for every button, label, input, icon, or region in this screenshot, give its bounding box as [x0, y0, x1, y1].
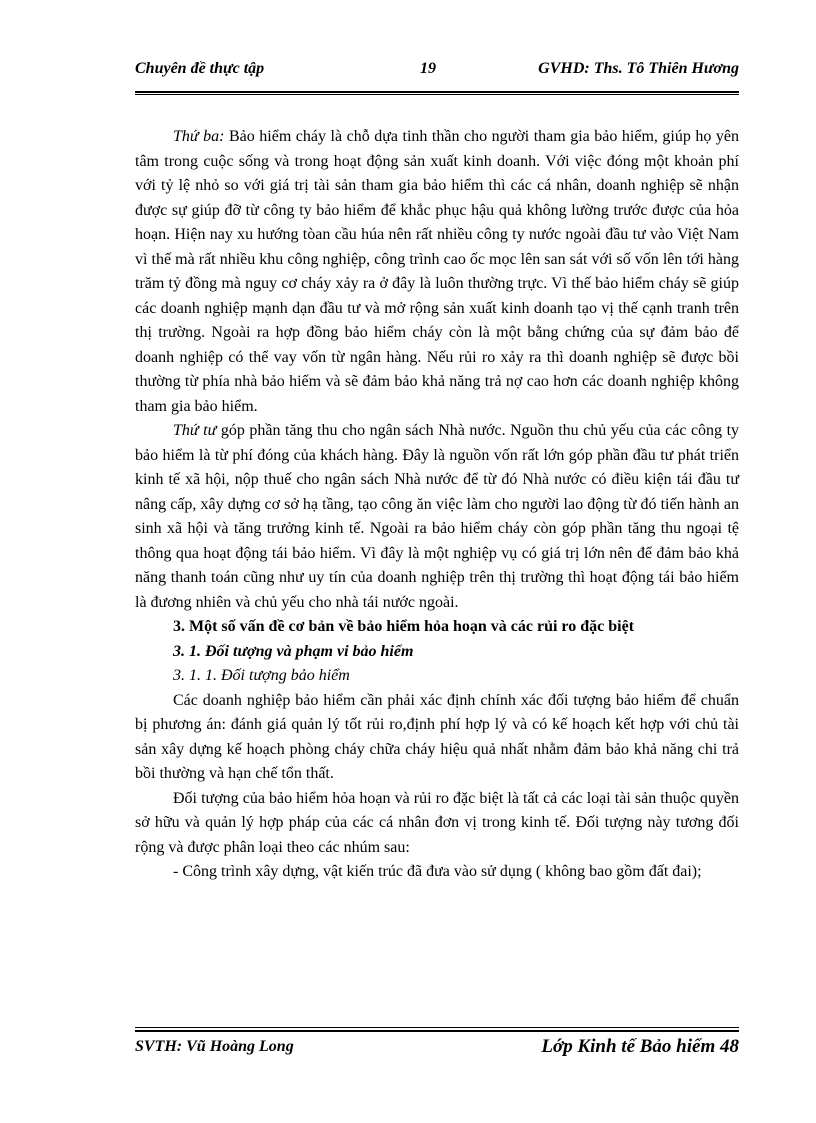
page-number: 19: [420, 60, 436, 77]
page-header: [135, 60, 739, 82]
header-rule: [135, 91, 739, 93]
paragraph-doi-tuong: Các doanh nghiệp bảo hiểm cần phải xác định chính xác đối tượng bảo hiểm để chuẩn bị phương án: đánh giá quản lý tốt rủi ro,định phí hợp lý và có kế hoạch kết hợp với chủ tài sản xây dựng kế hoạch phòng cháy chữa cháy hiệu quả nhất nhằm đảm bảo khả năng chi trả bồi thường và hạn chế tổn thất.: [135, 691, 739, 782]
paragraph-doi-tuong-2: Đối tượng của bảo hiểm hỏa hoạn và rủi ro đặc biệt là tất cả các loại tài sản thuộc quyền sở hữu và quản lý hợp pháp của các cá nhân đơn vị trong kinh tế. Đối tượng này tương đối rộng và được phân loại theo các nhúm sau:: [135, 789, 739, 856]
section-heading-3-1: 3. 1. Đối tượng và phạm vi bảo hiểm: [173, 642, 414, 660]
footer-rule-thin: [135, 1027, 739, 1028]
paragraph-text: góp phần tăng thu cho ngân sách Nhà nước. Nguồn thu chủ yếu của các công ty bảo hiểm là từ phí đóng của khách hàng. Đây là nguồn vốn rất lớn góp phần đầu tư phát triển kinh tế xã hội, nộp thuế cho ngân sách Nhà nước để từ đó Nhà nước có điều kiện tái đầu tư nâng cấp, xây dựng cơ sở hạ tầng, tạo công ăn việc làm cho người lao động từ đó tiến hành an sinh xã hội và tăng trưởng kinh tế. Ngoài ra bảo hiểm cháy còn góp phần tăng thu ngoại tệ thông qua hoạt động tái bảo hiểm. Vì đây là một nghiệp vụ có giá trị lớn nên để đảm bảo khả năng thanh toán cũng như uy tín của doanh nghiệp trên thị trường thì hoạt động tái bảo hiểm là đương nhiên và chủ yếu cho nhà tái nước ngoài.: [135, 422, 740, 611]
page-body: [135, 125, 739, 885]
header-rule-thin: [135, 94, 739, 95]
section-heading-3-1-1: 3. 1. 1. Đối tượng bảo hiểm: [173, 667, 350, 684]
paragraph-text: Bảo hiểm cháy là chỗ dựa tinh thần cho người tham gia bảo hiểm, giúp họ yên tâm trong cuộc sống và trong hoạt động sản xuất kinh doanh. Với việc đóng một khoản phí với tỷ lệ nhỏ so với giá trị tài sản tham gia bảo hiểm thì các cá nhân, doanh nghiệp sẽ nhận được sự giúp đỡ từ công ty bảo hiểm để khắc phục hậu quả không lường trước được của hỏa hoạn. Hiện nay xu hướng tòan cầu húa nên rất nhiều công ty nước ngoài đầu tư vào Việt Nam vì thế mà rất nhiều khu công nghiệp, công trình cao ốc mọc lên san sát với số vốn lên tới hàng trăm tỷ đồng mà nguy cơ cháy xảy ra ở đây là luôn thường trực. Vì thế bảo hiểm cháy sẽ giúp các doanh nghiệp mạnh dạn đầu tư và mở rộng sản xuất kinh doanh tạo vị thế cạnh tranh trên thị trường. Ngoài ra hợp đồng bảo hiểm cháy còn là một bằng chứng của sự đảm bảo để doanh nghiệp có thể vay vốn từ ngân hàng. Nếu rủi ro xảy ra thì doanh nghiệp sẽ được bồi thường từ phía nhà bảo hiểm và sẽ đảm bảo khả năng trả nợ cao hơn các doanh nghiệp không tham gia bảo hiểm.: [135, 128, 740, 415]
paragraph-thu-ba: [135, 125, 739, 419]
paragraph-lead: Thứ ba:: [173, 128, 225, 145]
footer-student: SVTH: Vũ Hoàng Long: [135, 1038, 294, 1055]
header-title: Chuyên đề thực tập: [135, 60, 265, 77]
paragraph-lead: Thứ tư: [173, 422, 217, 439]
page-footer: [135, 1036, 739, 1060]
list-item-cong-trinh: - Công trình xây dựng, vật kiến trúc đã đưa vào sử dụng ( không bao gồm đất đai);: [173, 863, 702, 880]
footer-class: Lớp Kinh tế Bảo hiểm 48: [541, 1036, 739, 1057]
paragraph-thu-tu: [135, 419, 739, 615]
section-heading-3: 3. Một số vấn đề cơ bản về bảo hiểm hỏa hoạn và các rủi ro đặc biệt: [173, 618, 635, 635]
footer-rule: [135, 1030, 739, 1032]
header-supervisor: GVHD: Ths. Tô Thiên Hương: [538, 60, 739, 77]
